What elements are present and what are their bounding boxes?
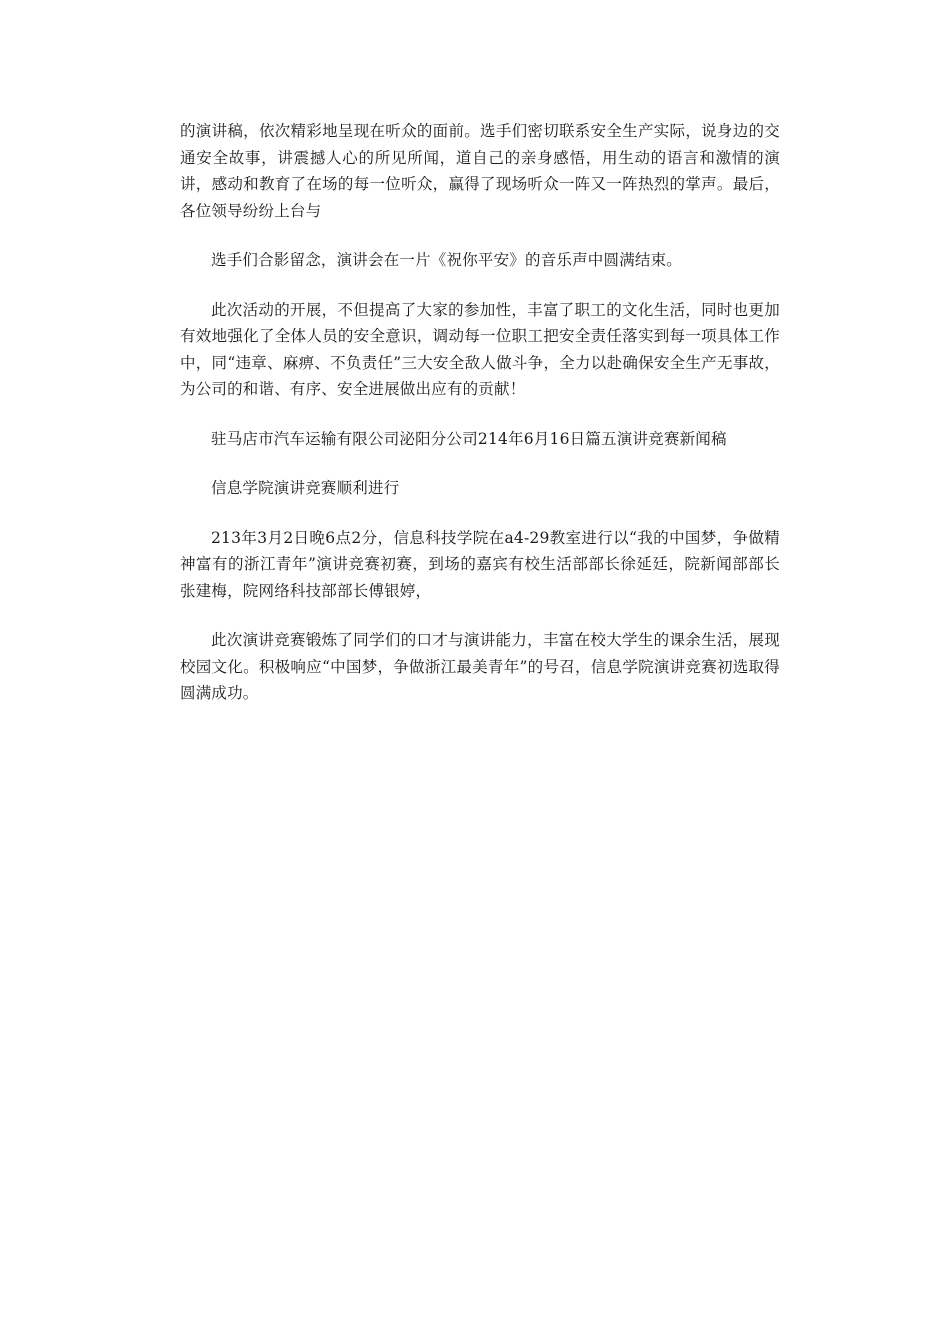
paragraph-event-conclusion: 此次演讲竞赛锻炼了同学们的口才与演讲能力，丰富在校大学生的课余生活，展现校园文化。积极响应“中国梦，争做浙江最美青年”的号召，信息学院演讲竞赛初选取得圆满成功。	[180, 631, 780, 702]
paragraph-activity-summary: 此次活动的开展，不但提高了大家的参加性，丰富了职工的文化生活，同时也更加有效地强化了全体人员的安全意识，调动每一位职工把安全责任落实到每一项具体工作中，同“违章、麻痹、不负责任”三大安全敌人做斗争，全力以赴确保安全生产无事故，为公司的和谐、有序、安全进展做出应有的贡献！	[180, 300, 780, 398]
paragraph-closing-photo: 选手们合影留念，演讲会在一片《祝你平安》的音乐声中圆满结束。	[211, 251, 683, 269]
document-body	[180, 118, 780, 730]
paragraph-event-details: 213年3月2日晚6点2分，信息科技学院在a4-29教室进行以“我的中国梦，争做精神富有的浙江青年”演讲竞赛初赛，到场的嘉宾有校生活部部长徐延廷，院新闻部部长张建梅，院网络科技部部长傅银婷，	[180, 528, 780, 600]
paragraph-continuation: 的演讲稿，依次精彩地呈现在听众的面前。选手们密切联系安全生产实际，说身边的交通安全故事，讲震撼人心的所见所闻，道自己的亲身感悟，用生动的语言和激情的演讲，感动和教育了在场的每一位听众，赢得了现场听众一阵又一阵热烈的掌声。最后，各位领导纷纷上台与	[180, 122, 780, 220]
paragraph-signature-and-next-title: 驻马店市汽车运输有限公司泌阳分公司214年6月16日篇五演讲竞赛新闻稿	[211, 429, 727, 448]
article-headline: 信息学院演讲竞赛顺利进行	[211, 479, 400, 497]
